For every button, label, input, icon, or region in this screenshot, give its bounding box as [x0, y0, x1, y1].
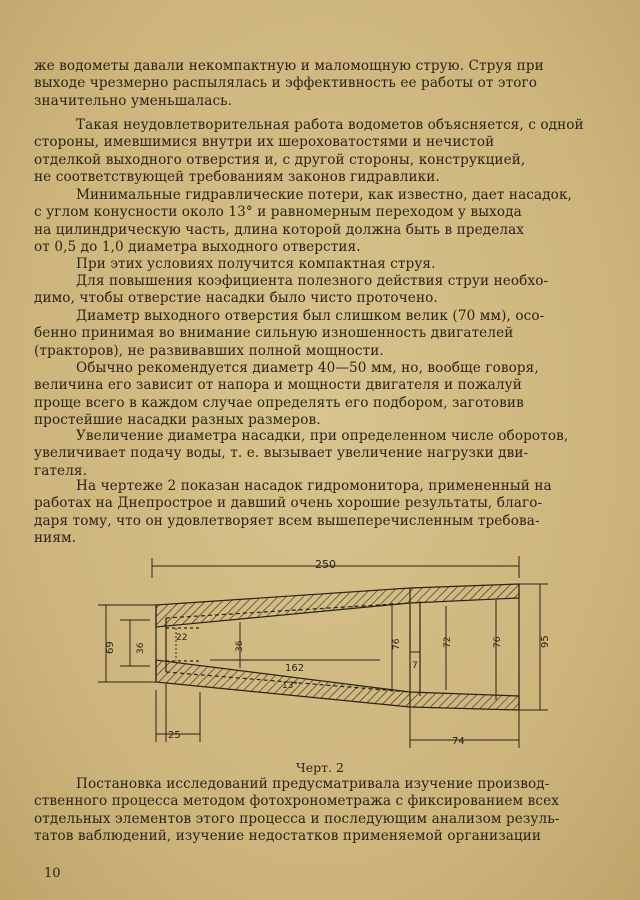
- text-line: Обычно рекомендуется диаметр 40—50 мм, но, вообще говоря,: [76, 360, 539, 376]
- dim-label-162: 162: [285, 663, 305, 674]
- text-line: работах на Днепрострое и давший очень хорошие результаты, благо-: [34, 495, 543, 512]
- page-number: 10: [44, 866, 61, 881]
- text-line: отдельных элементов этого процесса и последующим анализом резуль-: [34, 810, 560, 827]
- text-line: гателя.: [34, 462, 88, 479]
- dim-label-7: 7: [412, 661, 418, 671]
- text-block-bottom: [34, 776, 618, 846]
- drawing-caption: Черт. 2: [296, 760, 344, 775]
- text-line: татов ваблюдений, изучение недостатков применяемой организации: [34, 828, 542, 845]
- text-line: бенно принимая во внимание сильную изношенность двигателей: [34, 325, 514, 342]
- text-line: На чертеже 2 показан насадок гидромонитора, примененный на: [76, 478, 552, 494]
- text-line: на цилиндрическую часть, длина которой должна быть в пределах: [34, 221, 525, 238]
- dim-label-25: 25: [168, 730, 181, 741]
- text-line: ственного процесса методом фотохронометража с фиксированием всех: [34, 793, 560, 810]
- text-line: димо, чтобы отверстие насадки было чисто проточено.: [34, 290, 438, 307]
- dim-label-36-mid: 36: [235, 640, 245, 652]
- dim-label-250: 250: [315, 558, 336, 571]
- text-line: При этих условиях получится компактная струя.: [76, 256, 436, 272]
- text-line: (тракторов), не развивавших полной мощности.: [34, 342, 384, 359]
- text-line: стороны, имевшимися внутри их шероховатостями и нечистой: [34, 134, 495, 151]
- dim-label-76b: 76: [493, 636, 503, 648]
- text-line: ниям.: [34, 530, 77, 547]
- dim-label-76a: 76: [392, 638, 402, 650]
- text-line: величина его зависит от напора и мощности двигателя и пожалуй: [34, 377, 522, 394]
- dim-label-72: 72: [443, 636, 453, 648]
- dim-label-13deg: 13°: [282, 681, 298, 691]
- text-line: простейшие насадки разных размеров.: [34, 412, 321, 429]
- dim-label-36-left: 36: [136, 642, 146, 654]
- dim-label-22: 22: [176, 633, 188, 643]
- text-line: Постановка исследований предусматривала изучение производ-: [76, 776, 550, 792]
- text-line: Для повышения коэфициента полезного действия струи необхо-: [76, 273, 549, 289]
- nozzle-wall-top: [156, 584, 519, 627]
- text-line: выходе чрезмерно распылялась и эффективность ее работы от этого: [34, 75, 538, 92]
- text-line: не соответствующей требованиям законов гидравлики.: [34, 169, 440, 186]
- text-line: увеличивает подачу воды, т. е. вызывает увеличение нагрузки дви-: [34, 445, 529, 462]
- nozzle-wall-bottom: [156, 660, 519, 710]
- text-line: с углом конусности около 13° и равномерным переходом у выхода: [34, 204, 522, 221]
- text-line: от 0,5 до 1,0 диаметра выходного отверстия.: [34, 239, 361, 256]
- text-line: отделкой выходного отверстия и, с другой стороны, конструкцией,: [34, 151, 526, 168]
- text-line: значительно уменьшалась.: [34, 92, 233, 109]
- text-line: же водометы давали некомпактную и маломощную струю. Струя при: [34, 58, 544, 74]
- dim-label-74: 74: [452, 736, 465, 747]
- text-line: Диаметр выходного отверстия был слишком велик (70 мм), осо-: [76, 308, 545, 324]
- text-line: Увеличение диаметра насадки, при определенном числе оборотов,: [76, 428, 569, 444]
- dim-label-69: 69: [105, 641, 116, 654]
- text-line: проще всего в каждом случае определять его подбором, заготовив: [34, 394, 524, 411]
- text-line: Такая неудовлетворительная работа водометов объясняется, с одной: [76, 117, 584, 133]
- text-line: Минимальные гидравлические потери, как известно, дает насадок,: [76, 187, 572, 203]
- text-line: даря тому, что он удовлетворяет всем вышеперечисленным требова-: [34, 512, 540, 529]
- dim-label-95: 95: [540, 635, 551, 648]
